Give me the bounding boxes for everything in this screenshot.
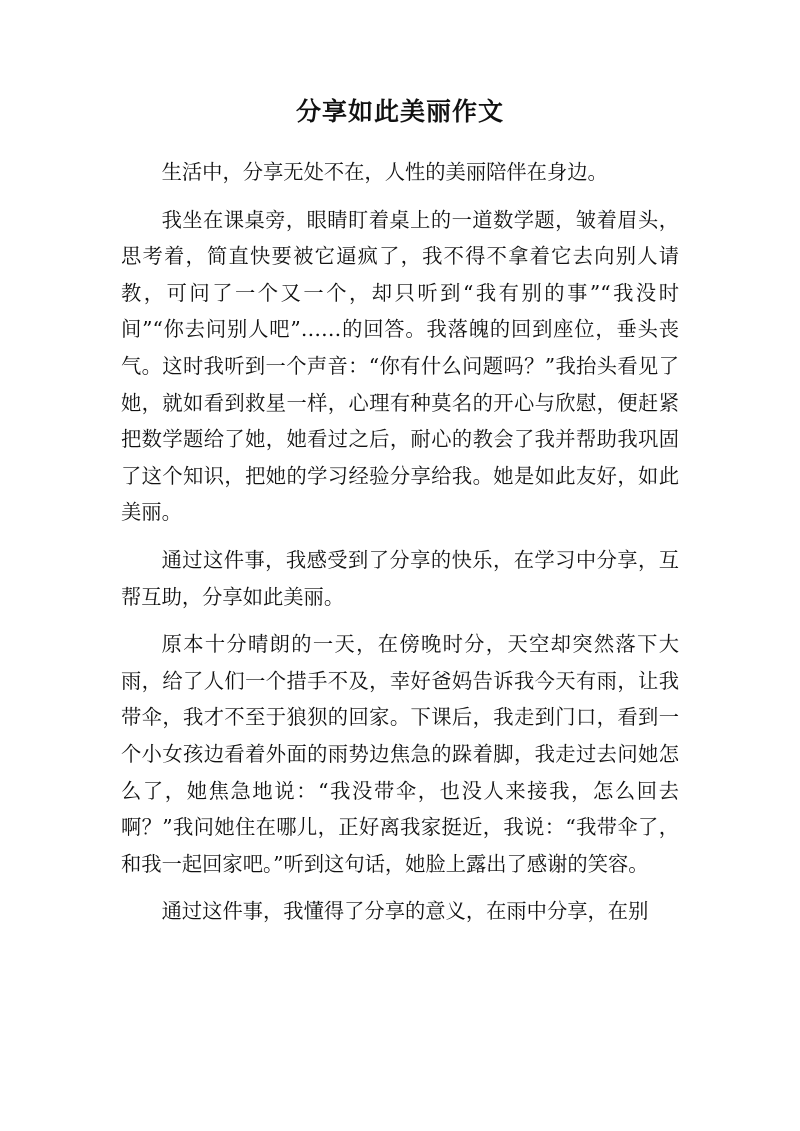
- paragraph-5: 通过这件事，我懂得了分享的意义，在雨中分享，在别: [161, 899, 649, 924]
- paragraph-4: 原本十分晴朗的一天，在傍晚时分，天空却突然落下大雨，给了人们一个措手不及，幸好爸妈告诉我今天有雨，让我带伞，我才不至于狼狈的回家。下课后，我走到门口，看到一个小女孩边看着外面的雨势边焦急的跺着脚，我走过去问她怎么了，她焦急地说：“我没带伞，也没人来接我，怎么回去啊？”我问她住在哪儿，正好离我家挺近，我说：“我带伞了，和我一起回家吧。”听到这句话，她脸上露出了感谢的笑容。: [121, 632, 679, 876]
- document-title: 分享如此美丽作文: [295, 97, 504, 126]
- document-page: [121, 92, 679, 941]
- paragraph-3: 通过这件事，我感受到了分享的快乐，在学习中分享，互帮互助，分享如此美丽。: [121, 547, 679, 609]
- paragraph-1: 生活中，分享无处不在，人性的美丽陪伴在身边。: [161, 160, 608, 184]
- paragraph-2: 我坐在课桌旁，眼睛盯着桌上的一道数学题，皱着眉头，思考着，简直快要被它逼疯了，我不得不拿着它去向别人请教，可问了一个又一个，却只听到“我有别的事”“我没时间”“你去问别人吧”……的回答。我落魄的回到座位，垂头丧气。这时我听到一个声音：“你有什么问题吗？”我抬头看见了她，就如看到救星一样，心理有种莫名的开心与欣慰，便赶紧把数学题给了她，她看过之后，耐心的教会了我并帮助我巩固了这个知识，把她的学习经验分享给我。她是如此友好，如此美丽。: [121, 207, 679, 525]
